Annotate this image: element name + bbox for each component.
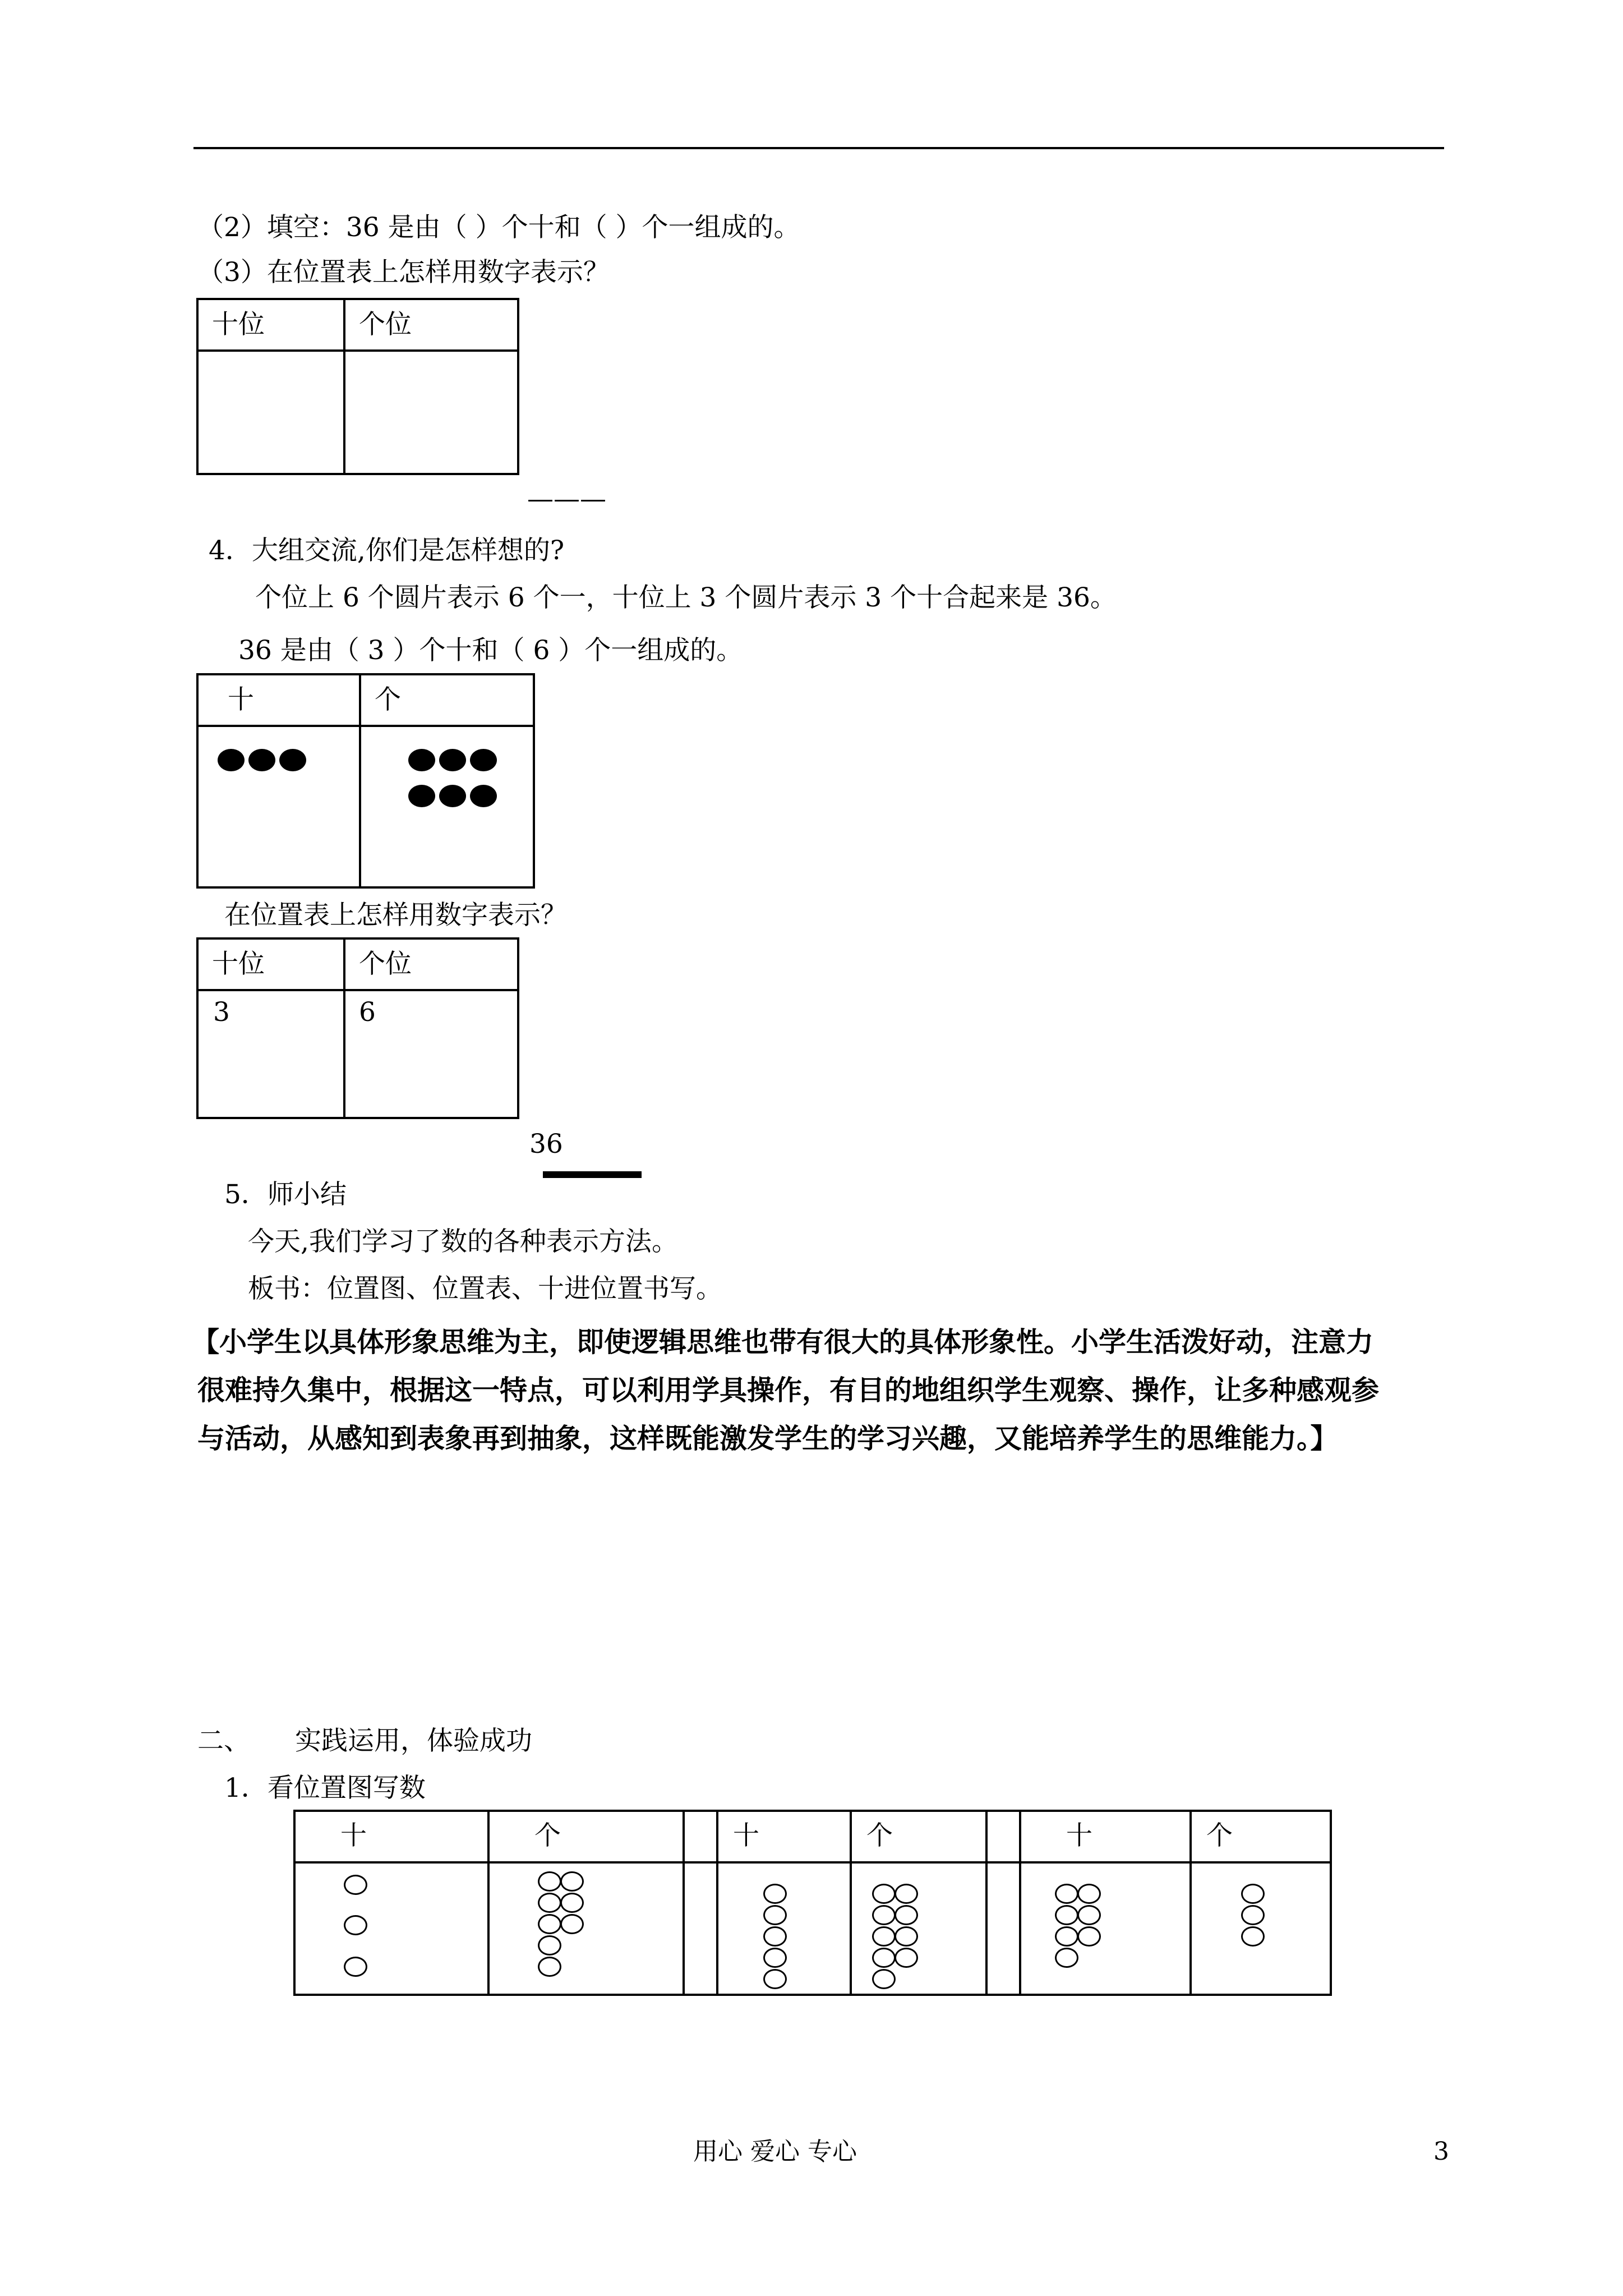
cell-tens-empty (197, 351, 344, 474)
ex-header-tens-2: 十 (717, 1811, 851, 1862)
ex-header-tens-1: 十 (294, 1811, 488, 1862)
filled-header-ones: 个位 (344, 938, 518, 990)
dot (408, 785, 435, 807)
ex-cell-ones-3 (1191, 1862, 1331, 1995)
header-tens: 十位 (197, 299, 344, 351)
counter-circle (872, 1884, 896, 1904)
step4-title: 4．大组交流,你们是怎样想的? (209, 535, 565, 566)
dot (279, 749, 306, 771)
step5-title: 5．师小结 (224, 1179, 347, 1210)
counter-circle (1241, 1926, 1265, 1947)
ex-gap-2 (986, 1811, 1020, 1862)
ex-cell-tens-2 (717, 1862, 851, 1995)
dot-cell-ones (360, 726, 534, 887)
counter-circle (1077, 1905, 1101, 1925)
dot (439, 749, 466, 771)
ex-cell-tens-3 (1020, 1862, 1191, 1995)
dot (218, 749, 245, 771)
counter-circle (1055, 1948, 1078, 1968)
footer-motto: 用心 爱心 专心 (693, 2137, 857, 2166)
counter-circle (344, 1915, 367, 1935)
cell-ones-empty (344, 351, 518, 474)
counter-circle (872, 1969, 896, 1989)
filled-cell-ones: 6 (344, 990, 518, 1118)
counter-circle (344, 1957, 367, 1977)
step5-line1: 今天,我们学习了数的各种表示方法。 (248, 1226, 678, 1257)
counter-circle (895, 1948, 918, 1968)
filled-cell-tens: 3 (197, 990, 344, 1118)
commentary-line-2: 很难持久集中，根据这一特点，可以利用学具操作，有目的地组织学生观察、操作，让多种感观参 (197, 1374, 1380, 1406)
counter-circle (895, 1905, 918, 1925)
ex-gap-1 (684, 1811, 717, 1862)
counter-circle (560, 1871, 584, 1892)
exercise-place-value-table (293, 1810, 1332, 1996)
counter-circle (1241, 1884, 1265, 1904)
counter-circle (763, 1884, 787, 1904)
dot (439, 785, 466, 807)
place-value-table-empty (196, 298, 519, 475)
counter-circle (763, 1969, 787, 1989)
section2-heading: 实践运用，体验成功 (295, 1726, 532, 1756)
ex-header-ones-1: 个 (488, 1811, 684, 1862)
header-rule (193, 147, 1444, 149)
place-value-table-filled (196, 937, 519, 1119)
counter-circle (1241, 1905, 1265, 1925)
dot (408, 749, 435, 771)
counter-circle (560, 1914, 584, 1934)
counter-circle (1055, 1926, 1078, 1947)
counter-circle (895, 1884, 918, 1904)
counter-circle (1077, 1926, 1101, 1947)
step5-line2: 板书：位置图、位置表、十进位置书写。 (248, 1273, 722, 1304)
ex-gap-cell-1 (684, 1862, 717, 1995)
writing-line (543, 1171, 642, 1178)
counter-circle (344, 1875, 367, 1895)
answer-blank-dashes: ——— (527, 484, 606, 514)
step4-line1: 个位上 6 个圆片表示 6 个一，十位上 3 个圆片表示 3 个十合起来是 36。 (255, 582, 1117, 613)
written-number: 36 (529, 1129, 563, 1159)
question-2: （2）填空：36 是由（ ）个十和（ ）个一组成的。 (197, 212, 800, 243)
counter-circle (538, 1957, 561, 1977)
commentary-line-3: 与活动，从感知到表象再到抽象，这样既能激发学生的学习兴趣，又能培养学生的思维能力。】 (197, 1422, 1338, 1455)
ex-cell-ones-2 (851, 1862, 986, 1995)
counter-circle (538, 1935, 561, 1955)
counter-circle (763, 1926, 787, 1947)
question-3: （3）在位置表上怎样用数字表示？ (197, 257, 610, 288)
counter-circle (872, 1905, 896, 1925)
header-ones: 个位 (344, 299, 518, 351)
counter-circle (895, 1926, 918, 1947)
step4-line2: 36 是由（ 3 ）个十和（ 6 ）个一组成的。 (238, 635, 743, 666)
dot (470, 785, 497, 807)
ex-header-ones-3: 个 (1191, 1811, 1331, 1862)
page-number: 3 (1433, 2137, 1449, 2166)
step4-question: 在位置表上怎样用数字表示？ (224, 900, 567, 931)
counter-circle (538, 1871, 561, 1892)
counter-circle (1055, 1884, 1078, 1904)
ex-cell-ones-1 (488, 1862, 684, 1995)
dot (248, 749, 275, 771)
dot (470, 749, 497, 771)
counter-circle (560, 1893, 584, 1913)
counter-circle (872, 1926, 896, 1947)
ex-header-tens-3: 十 (1020, 1811, 1191, 1862)
counter-circle (538, 1893, 561, 1913)
counter-circle (763, 1905, 787, 1925)
ex-gap-cell-2 (986, 1862, 1020, 1995)
dot-header-tens: 十 (197, 674, 360, 726)
commentary-line-1: 【小学生以具体形象思维为主，即使逻辑思维也带有很大的具体形象性。小学生活泼好动，注意力 (192, 1326, 1374, 1358)
ex-header-ones-2: 个 (851, 1811, 986, 1862)
dot-place-value-table (196, 673, 535, 889)
ex-cell-tens-1 (294, 1862, 488, 1995)
counter-circle (763, 1948, 787, 1968)
counter-circle (1077, 1884, 1101, 1904)
counter-circle (872, 1948, 896, 1968)
section2-number: 二、 (197, 1726, 250, 1756)
counter-circle (1055, 1905, 1078, 1925)
dot-cell-tens (197, 726, 360, 887)
filled-header-tens: 十位 (197, 938, 344, 990)
exercise-1-title: 1．看位置图写数 (224, 1773, 426, 1803)
dot-header-ones: 个 (360, 674, 534, 726)
counter-circle (538, 1914, 561, 1934)
